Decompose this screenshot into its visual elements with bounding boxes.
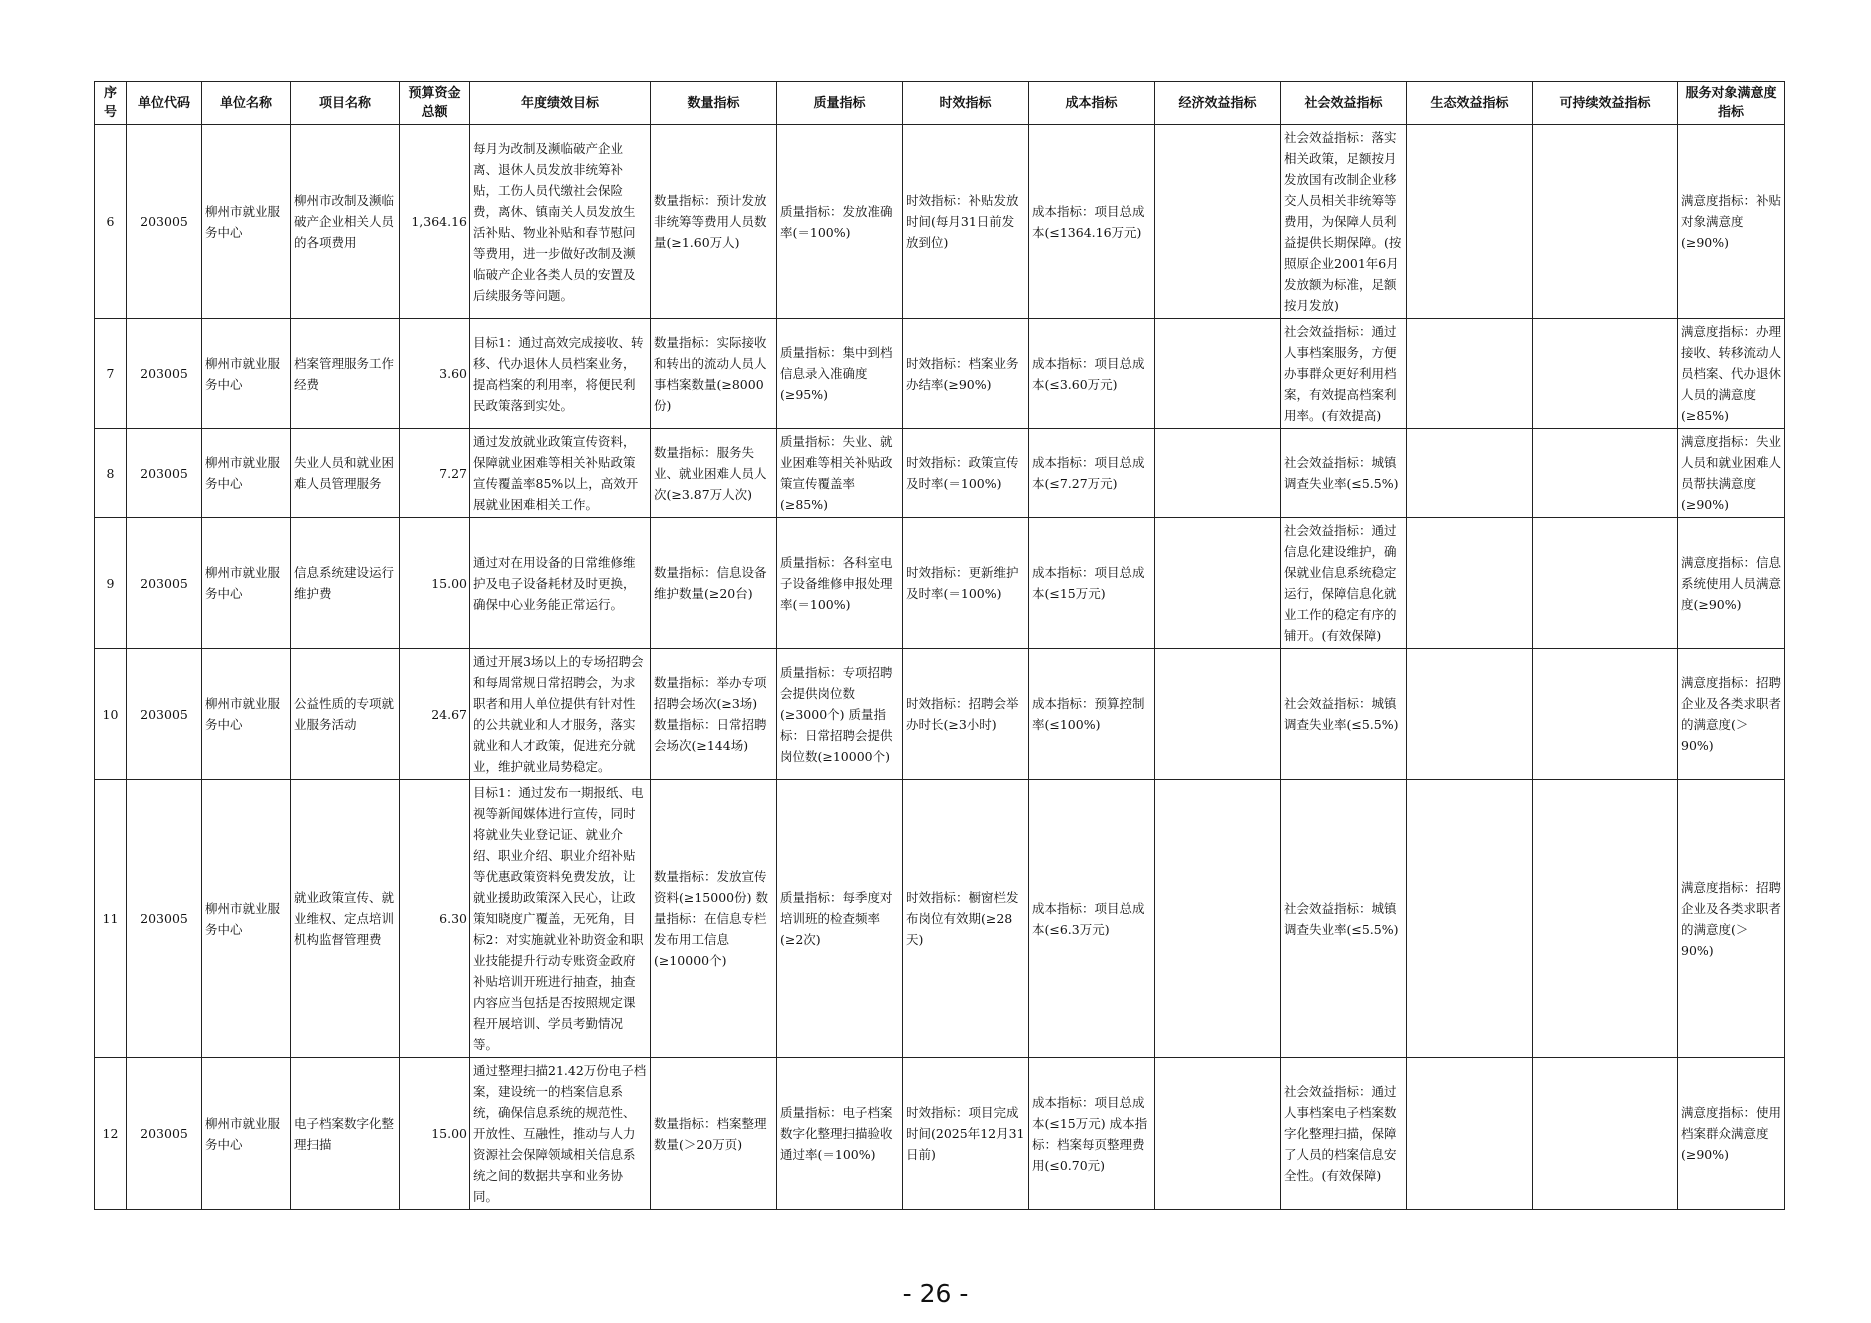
cell-economic	[1155, 1058, 1281, 1210]
cell-budget: 1,364.16	[400, 125, 470, 319]
cell-code: 203005	[127, 1058, 202, 1210]
cell-unit: 柳州市就业服务中心	[202, 319, 291, 429]
cell-satisfaction: 满意度指标：失业人员和就业困难人员帮扶满意度(≥90%)	[1678, 429, 1785, 518]
cell-budget: 6.30	[400, 780, 470, 1058]
column-header: 时效指标	[903, 82, 1029, 125]
cell-goal: 目标1：通过发布一期报纸、电视等新闻媒体进行宣传，同时将就业失业登记证、就业介绍、职业介绍、职业介绍补贴等优惠政策资料免费发放，让就业援助政策深入民心，让政策知晓度广覆盖，无死角，目标2：对实施就业补助资金和职业技能提升行动专账资金政府补贴培训开班进行抽查，抽查内容应当包括是否按照规定课程开展培训、学员考勤情况等。	[470, 780, 651, 1058]
cell-unit: 柳州市就业服务中心	[202, 518, 291, 649]
cell-cost: 成本指标：项目总成本(≤3.60万元)	[1029, 319, 1155, 429]
cell-quantity: 数量指标：服务失业、就业困难人员人次(≥3.87万人次)	[651, 429, 777, 518]
column-header: 可持续效益指标	[1533, 82, 1678, 125]
cell-quality: 质量指标：电子档案数字化整理扫描验收通过率(＝100%)	[777, 1058, 903, 1210]
cell-social: 社会效益指标：通过人事档案服务，方便办事群众更好利用档案，有效提高档案利用率。(有效提高)	[1281, 319, 1407, 429]
cell-code: 203005	[127, 649, 202, 780]
table-row	[95, 319, 1785, 429]
cell-economic	[1155, 518, 1281, 649]
cell-economic	[1155, 780, 1281, 1058]
cell-social: 社会效益指标：城镇调查失业率(≤5.5%)	[1281, 649, 1407, 780]
cell-project: 电子档案数字化整理扫描	[291, 1058, 400, 1210]
cell-goal: 通过发放就业政策宣传资料，保障就业困难等相关补贴政策宣传覆盖率85%以上，高效开展就业困难相关工作。	[470, 429, 651, 518]
column-header: 社会效益指标	[1281, 82, 1407, 125]
cell-quality: 质量指标：集中到档信息录入准确度(≥95%)	[777, 319, 903, 429]
cell-satisfaction: 满意度指标：招聘企业及各类求职者的满意度(＞90%)	[1678, 649, 1785, 780]
cell-sustainable	[1533, 518, 1678, 649]
cell-budget: 24.67	[400, 649, 470, 780]
page-number: - 26 -	[902, 1279, 969, 1308]
cell-ecological	[1407, 319, 1533, 429]
cell-unit: 柳州市就业服务中心	[202, 429, 291, 518]
cell-code: 203005	[127, 780, 202, 1058]
performance-table	[94, 81, 1785, 1210]
cell-economic	[1155, 319, 1281, 429]
cell-quantity: 数量指标：发放宣传资料(≥15000份) 数量指标：在信息专栏发布用工信息(≥10000个)	[651, 780, 777, 1058]
cell-cost: 成本指标：项目总成本(≤1364.16万元)	[1029, 125, 1155, 319]
table-body	[95, 125, 1785, 1210]
column-header: 成本指标	[1029, 82, 1155, 125]
column-header: 预算资金总额	[400, 82, 470, 125]
table-row	[95, 1058, 1785, 1210]
cell-satisfaction: 满意度指标：使用档案群众满意度(≥90%)	[1678, 1058, 1785, 1210]
cell-cost: 成本指标：预算控制率(≤100%)	[1029, 649, 1155, 780]
table-row	[95, 649, 1785, 780]
cell-economic	[1155, 429, 1281, 518]
cell-satisfaction: 满意度指标：招聘企业及各类求职者的满意度(＞90%)	[1678, 780, 1785, 1058]
cell-quantity: 数量指标：预计发放非统筹等费用人员数量(≥1.60万人)	[651, 125, 777, 319]
cell-ecological	[1407, 780, 1533, 1058]
cell-project: 公益性质的专项就业服务活动	[291, 649, 400, 780]
cell-no: 7	[95, 319, 127, 429]
cell-project: 档案管理服务工作经费	[291, 319, 400, 429]
cell-timeliness: 时效指标：更新维护及时率(＝100%)	[903, 518, 1029, 649]
cell-timeliness: 时效指标：政策宣传及时率(＝100%)	[903, 429, 1029, 518]
cell-social: 社会效益指标：通过信息化建设维护，确保就业信息系统稳定运行，保障信息化就业工作的稳定有序的铺开。(有效保障)	[1281, 518, 1407, 649]
cell-ecological	[1407, 518, 1533, 649]
cell-timeliness: 时效指标：橱窗栏发布岗位有效期(≥28天)	[903, 780, 1029, 1058]
cell-timeliness: 时效指标：档案业务办结率(≥90%)	[903, 319, 1029, 429]
cell-ecological	[1407, 649, 1533, 780]
column-header: 序号	[95, 82, 127, 125]
cell-unit: 柳州市就业服务中心	[202, 780, 291, 1058]
table-row	[95, 125, 1785, 319]
cell-code: 203005	[127, 518, 202, 649]
cell-budget: 15.00	[400, 518, 470, 649]
cell-cost: 成本指标：项目总成本(≤15万元) 成本指标：档案每页整理费用(≤0.70元)	[1029, 1058, 1155, 1210]
cell-satisfaction: 满意度指标：补贴对象满意度(≥90%)	[1678, 125, 1785, 319]
cell-social: 社会效益指标：通过人事档案电子档案数字化整理扫描，保障了人员的档案信息安全性。(有效保障)	[1281, 1058, 1407, 1210]
cell-quality: 质量指标：各科室电子设备维修申报处理率(＝100%)	[777, 518, 903, 649]
cell-goal: 目标1：通过高效完成接收、转移、代办退休人员档案业务，提高档案的利用率，将便民利民政策落到实处。	[470, 319, 651, 429]
cell-quantity: 数量指标：档案整理数量(＞20万页)	[651, 1058, 777, 1210]
cell-project: 柳州市改制及濒临破产企业相关人员的各项费用	[291, 125, 400, 319]
cell-project: 失业人员和就业困难人员管理服务	[291, 429, 400, 518]
cell-social: 社会效益指标：城镇调查失业率(≤5.5%)	[1281, 429, 1407, 518]
header-row	[95, 82, 1785, 125]
cell-satisfaction: 满意度指标：办理接收、转移流动人员档案、代办退休人员的满意度(≥85%)	[1678, 319, 1785, 429]
cell-ecological	[1407, 429, 1533, 518]
cell-timeliness: 时效指标：项目完成时间(2025年12月31日前)	[903, 1058, 1029, 1210]
cell-no: 6	[95, 125, 127, 319]
column-header: 单位名称	[202, 82, 291, 125]
cell-sustainable	[1533, 319, 1678, 429]
cell-sustainable	[1533, 780, 1678, 1058]
cell-goal: 每月为改制及濒临破产企业离、退休人员发放非统筹补贴，工伤人员代缴社会保险费，离休、镇南关人员发放生活补贴、物业补贴和春节慰问等费用，进一步做好改制及濒临破产企业各类人员的安置及后续服务等问题。	[470, 125, 651, 319]
cell-timeliness: 时效指标：补贴发放时间(每月31日前发放到位)	[903, 125, 1029, 319]
column-header: 数量指标	[651, 82, 777, 125]
cell-quality: 质量指标：专项招聘会提供岗位数(≥3000个) 质量指标：日常招聘会提供岗位数(≥10000个)	[777, 649, 903, 780]
cell-code: 203005	[127, 429, 202, 518]
cell-cost: 成本指标：项目总成本(≤15万元)	[1029, 518, 1155, 649]
cell-sustainable	[1533, 649, 1678, 780]
column-header: 经济效益指标	[1155, 82, 1281, 125]
cell-quantity: 数量指标：举办专项招聘会场次(≥3场) 数量指标：日常招聘会场次(≥144场)	[651, 649, 777, 780]
cell-social: 社会效益指标：城镇调查失业率(≤5.5%)	[1281, 780, 1407, 1058]
cell-ecological	[1407, 125, 1533, 319]
cell-no: 12	[95, 1058, 127, 1210]
column-header: 生态效益指标	[1407, 82, 1533, 125]
cell-cost: 成本指标：项目总成本(≤6.3万元)	[1029, 780, 1155, 1058]
cell-no: 11	[95, 780, 127, 1058]
column-header: 质量指标	[777, 82, 903, 125]
cell-goal: 通过整理扫描21.42万份电子档案，建设统一的档案信息系统，确保信息系统的规范性、开放性、互融性，推动与人力资源社会保障领域相关信息系统之间的数据共享和业务协同。	[470, 1058, 651, 1210]
cell-unit: 柳州市就业服务中心	[202, 649, 291, 780]
cell-no: 10	[95, 649, 127, 780]
cell-quality: 质量指标：失业、就业困难等相关补贴政策宣传覆盖率(≥85%)	[777, 429, 903, 518]
cell-sustainable	[1533, 429, 1678, 518]
cell-goal: 通过对在用设备的日常维修维护及电子设备耗材及时更换，确保中心业务能正常运行。	[470, 518, 651, 649]
column-header: 年度绩效目标	[470, 82, 651, 125]
cell-unit: 柳州市就业服务中心	[202, 125, 291, 319]
cell-budget: 15.00	[400, 1058, 470, 1210]
cell-code: 203005	[127, 319, 202, 429]
cell-goal: 通过开展3场以上的专场招聘会和每周常规日常招聘会，为求职者和用人单位提供有针对性的公共就业和人才服务，落实就业和人才政策，促进充分就业，维护就业局势稳定。	[470, 649, 651, 780]
cell-budget: 7.27	[400, 429, 470, 518]
cell-economic	[1155, 125, 1281, 319]
cell-project: 就业政策宣传、就业维权、定点培训机构监督管理费	[291, 780, 400, 1058]
column-header: 单位代码	[127, 82, 202, 125]
cell-quantity: 数量指标：实际接收和转出的流动人员人事档案数量(≥8000份)	[651, 319, 777, 429]
cell-no: 9	[95, 518, 127, 649]
cell-code: 203005	[127, 125, 202, 319]
cell-cost: 成本指标：项目总成本(≤7.27万元)	[1029, 429, 1155, 518]
cell-project: 信息系统建设运行维护费	[291, 518, 400, 649]
cell-social: 社会效益指标：落实相关政策，足额按月发放国有改制企业移交人员相关非统筹等费用，为保障人员利益提供长期保障。(按照原企业2001年6月发放额为标准，足额按月发放)	[1281, 125, 1407, 319]
table-row	[95, 429, 1785, 518]
cell-quantity: 数量指标：信息设备维护数量(≥20台)	[651, 518, 777, 649]
cell-sustainable	[1533, 125, 1678, 319]
cell-sustainable	[1533, 1058, 1678, 1210]
cell-satisfaction: 满意度指标：信息系统使用人员满意度(≥90%)	[1678, 518, 1785, 649]
cell-quality: 质量指标：每季度对培训班的检查频率(≥2次)	[777, 780, 903, 1058]
cell-no: 8	[95, 429, 127, 518]
cell-quality: 质量指标：发放准确率(＝100%)	[777, 125, 903, 319]
table-row	[95, 780, 1785, 1058]
column-header: 服务对象满意度指标	[1678, 82, 1785, 125]
column-header: 项目名称	[291, 82, 400, 125]
cell-budget: 3.60	[400, 319, 470, 429]
cell-timeliness: 时效指标：招聘会举办时长(≥3小时)	[903, 649, 1029, 780]
table-row	[95, 518, 1785, 649]
cell-ecological	[1407, 1058, 1533, 1210]
cell-unit: 柳州市就业服务中心	[202, 1058, 291, 1210]
cell-economic	[1155, 649, 1281, 780]
